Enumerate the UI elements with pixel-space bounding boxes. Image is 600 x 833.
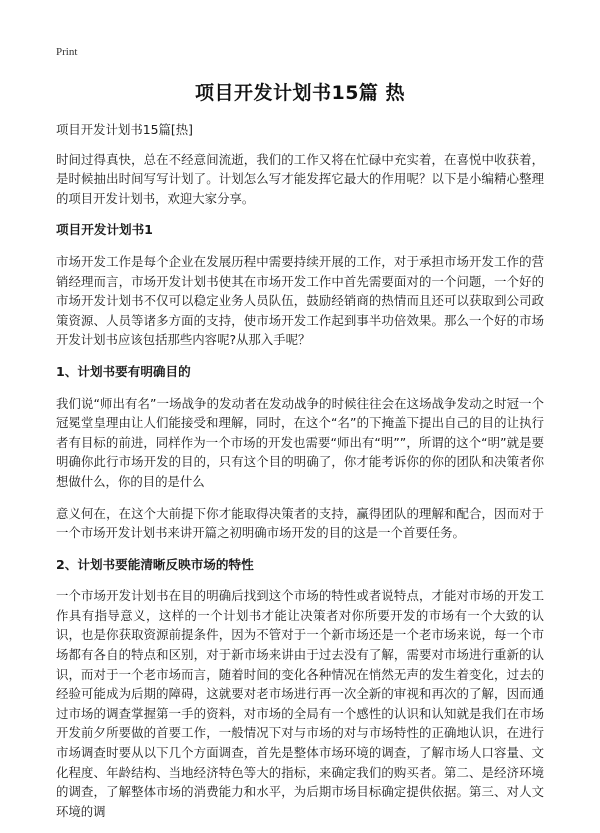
document-body [56, 120, 544, 833]
print-label: Print [56, 46, 78, 58]
item-paragraph: 我们说“师出有名”一场战争的发动者在发动战争的时候往往会在这场战争发动之时冠一个冠冕堂皇理由让人们能接受和理解，同时，在这个“名”的下掩盖下提出自己的目的让执行者有目标的前进，同样作为一个市场的开发也需要“师出有“明””，所谓的这个“明”就是要明确你此行市场开发的目的，只有这个目的明确了，你才能考诉你的你的团队和决策者你想做什么，你的目的是什么 [56, 395, 544, 489]
item-heading: 2、计划书要能清晰反映市场的特性 [56, 556, 254, 572]
page-title: 项目开发计划书15篇 热 [194, 82, 406, 104]
item-paragraph: 一个市场开发计划书在目的明确后找到这个市场的特性或者说特点，才能对市场的开发工作具有指导意义，这样的一个计划书才能让决策者对你所要开发的市场有一个大致的认识，也是你获取资源前提条件，因为不管对于一个新市场还是一个老市场来说，每一个市场都有各自的特点和区别，对于新市场来讲由于过去没有了解，需要对市场进行重新的认识，而对于一个老市场而言，随着时间的变化各种情况在悄然无声的发生着变化，过去的经验可能成为后期的障碍，这就要对老市场进行再一次全新的审视和再次的了解，因而通过市场的调查掌握第一手的资料，对市场的全局有一个感性的认识和认知就是我们在市场开发前夕所要做的首要工作，一般情况下对与市场的对与市场特性的正确地认识，在进行市场调查时要从以下几个方面调查，首先是整体市场环境的调查，了解市场人口容量、文化程度、年龄结构、当地经济特色等大的指标，来确定我们的购买者。第二、是经济环境的调查，了解整体市场的消费能力和水平，为后期市场目标确定提供依据。第三、对人文环境的调 [56, 588, 544, 819]
section-heading: 项目开发计划书1 [56, 222, 153, 238]
document-subtitle: 项目开发计划书15篇[热] [56, 122, 193, 137]
item-heading: 1、计划书要有明确目的 [56, 363, 191, 379]
item-paragraph: 意义何在，在这个大前提下你才能取得决策者的支持，赢得团队的理解和配合，因而对于一个市场开发计划书来讲开篇之初明确市场开发的目的这是一个首要任务。 [56, 505, 544, 541]
section-paragraph: 市场开发工作是每个企业在发展历程中需要持续开展的工作，对于承担市场开发工作的营销经理而言，市场开发计划书使其在市场开发工作中首先需要面对的一个问题，一个好的市场开发计划书不仅可以稳定业务人员队伍，鼓励经销商的热情而且还可以获取到公司政策资源、人员等诸多方面的支持，使市场开发工作起到事半功倍效果。那么一个好的市场开发计划书应该包括那些内容呢?从那入手呢？ [56, 253, 544, 348]
intro-paragraph: 时间过得真快，总在不经意间流逝，我们的工作又将在忙碌中充实着，在喜悦中收获着，是时候抽出时间写写计划了。计划怎么写才能发挥它最大的作用呢？以下是小编精心整理的项目开发计划书，欢迎大家分享。 [56, 151, 544, 206]
